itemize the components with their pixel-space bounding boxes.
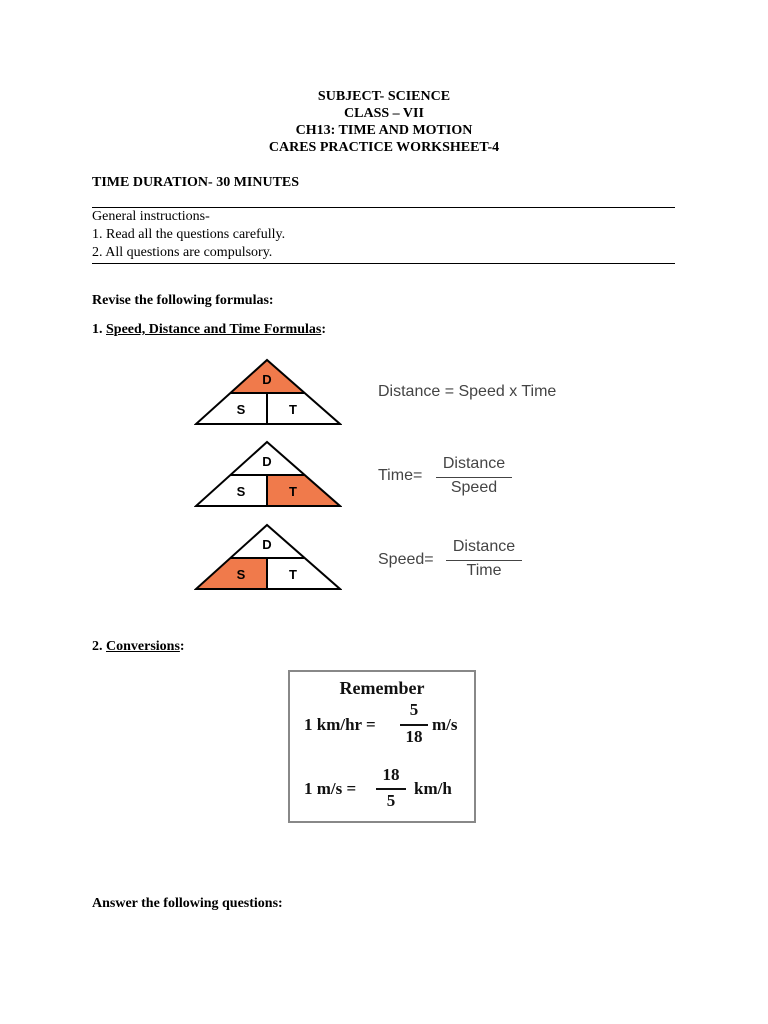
instruction-item: 2. All questions are compulsory. (92, 245, 273, 260)
section2-heading: 2. Conversions: (92, 639, 185, 654)
divider-top (92, 207, 675, 208)
time-formula-denominator: Speed (450, 479, 498, 496)
triangle-t-region (267, 475, 340, 506)
time-formula-lhs: Time= (378, 467, 423, 484)
conversion1-denominator: 18 (405, 727, 423, 746)
worksheet-heading: CARES PRACTICE WORKSHEET-4 (268, 140, 500, 155)
triangle-s-region (196, 558, 267, 589)
remember-box (288, 670, 476, 823)
dst-triangle-time (194, 440, 342, 508)
conversion1-lhs: 1 km/hr = (304, 715, 376, 734)
triangle-label-d: D (262, 454, 272, 469)
dst-triangle-speed (194, 523, 342, 591)
triangle-label-t: T (289, 402, 297, 417)
remember-title: Remember (339, 678, 425, 698)
revise-heading: Revise the following formulas: (92, 293, 274, 308)
conversion2-lhs: 1 m/s = (304, 779, 357, 798)
time-duration: TIME DURATION- 30 MINUTES (92, 175, 300, 190)
fraction-bar (376, 788, 406, 790)
divider-bottom (92, 263, 675, 264)
time-formula-numerator: Distance (442, 455, 506, 472)
section1-heading: 1. Speed, Distance and Time Formulas: (92, 322, 327, 337)
speed-formula-denominator: Time (466, 562, 502, 579)
dst-triangle-distance (194, 358, 342, 426)
fraction-bar (446, 560, 522, 561)
chapter-heading: CH13: TIME AND MOTION (295, 123, 473, 138)
section2-title: Conversions (106, 639, 180, 654)
conversion2-rhs: km/h (414, 779, 452, 798)
instructions-title: General instructions- (92, 209, 210, 224)
conversion2-denominator: 5 (386, 791, 396, 810)
class-heading: CLASS – VII (344, 106, 424, 121)
section1-title: Speed, Distance and Time Formulas (106, 322, 322, 337)
conversion2-numerator: 18 (382, 765, 400, 784)
triangle-label-s: S (236, 484, 246, 499)
conversion1-rhs: m/s (432, 715, 458, 734)
triangle-label-d: D (262, 372, 272, 387)
speed-formula-lhs: Speed= (378, 551, 434, 568)
subject-heading: SUBJECT- SCIENCE (317, 89, 451, 104)
triangle-label-t: T (289, 567, 297, 582)
conversion1-numerator: 5 (409, 700, 419, 719)
triangle-label-t: T (289, 484, 297, 499)
instruction-item: 1. Read all the questions carefully. (92, 227, 286, 242)
triangle-label-s: S (236, 402, 246, 417)
fraction-bar (400, 724, 428, 726)
distance-formula: Distance = Speed x Time (378, 383, 557, 400)
answer-heading: Answer the following questions: (92, 896, 283, 911)
triangle-label-d: D (262, 537, 272, 552)
fraction-bar (436, 477, 512, 478)
speed-formula-numerator: Distance (452, 538, 516, 555)
triangle-label-s: S (236, 567, 246, 582)
